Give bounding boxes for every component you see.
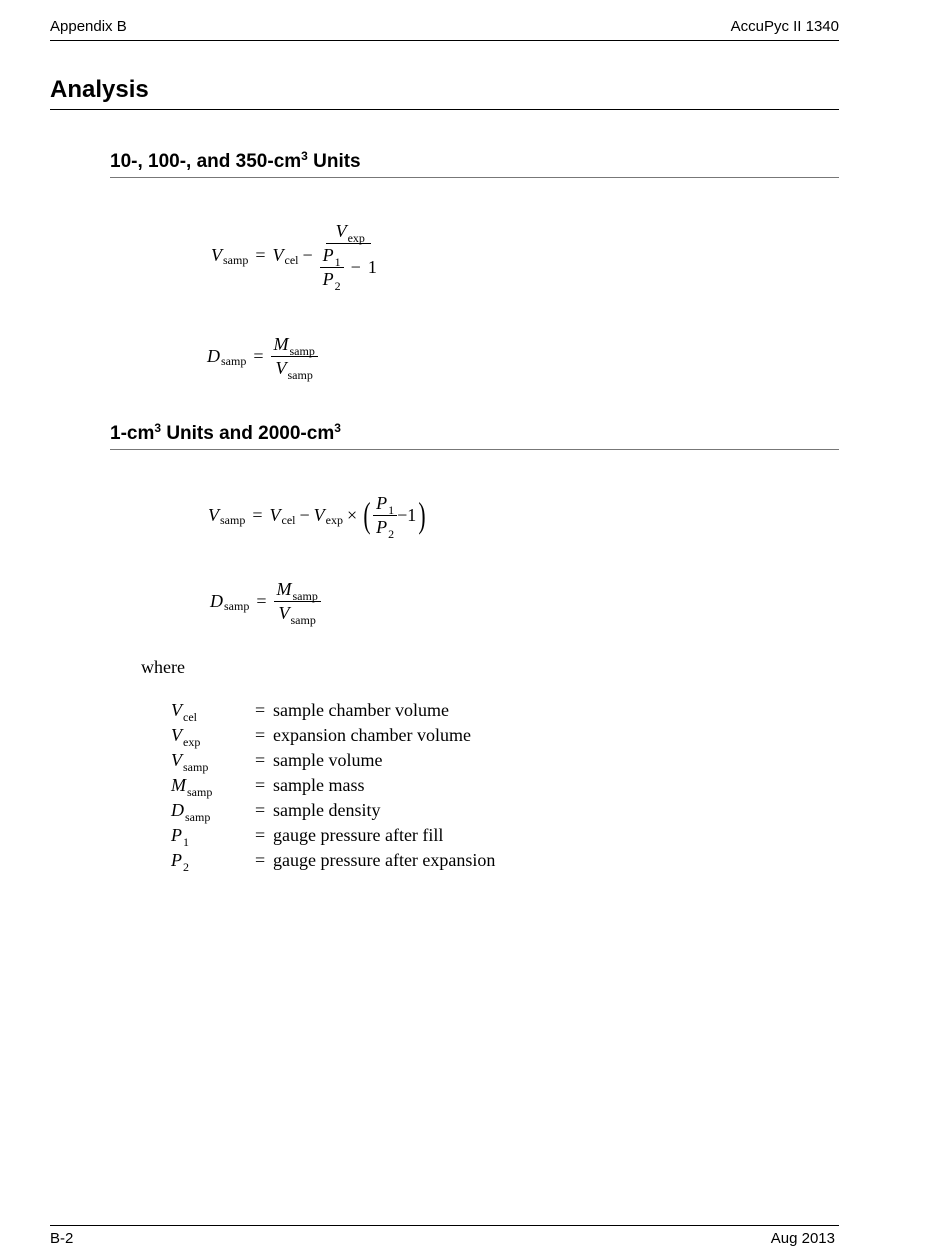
section-heading-mid: Units and 2000-cm: [161, 423, 335, 444]
right-paren: ): [418, 495, 426, 536]
var-d: D: [207, 345, 220, 366]
definition-description: sample chamber volume: [273, 700, 449, 720]
definition-symbol: [171, 825, 255, 849]
definition-equals: =: [255, 725, 266, 745]
section-heading-suffix: Units: [307, 151, 361, 172]
equals-sign: =: [253, 345, 264, 366]
fraction: [373, 493, 397, 541]
fraction-denominator: [373, 516, 397, 541]
var-d: D: [210, 590, 223, 611]
sub-samp: samp: [287, 367, 313, 382]
definition-description: sample mass: [273, 775, 365, 795]
var-v: V: [275, 357, 287, 378]
var-v: V: [335, 221, 347, 241]
fraction-denominator: [276, 602, 319, 627]
sub-1: 1: [388, 503, 395, 517]
definition-row: [171, 700, 495, 725]
fraction-numerator: [373, 494, 397, 516]
times-sign: ×: [346, 504, 358, 525]
definition-equals: =: [255, 825, 266, 845]
header-product-name: AccuPyc II 1340: [730, 18, 839, 35]
var-v: V: [272, 244, 284, 265]
page-title: Analysis: [50, 76, 839, 110]
definition-symbol: [171, 750, 255, 774]
constant-one: 1: [367, 256, 377, 277]
definition-symbol: [171, 850, 255, 874]
page-footer: [50, 1225, 839, 1248]
symbol-letter: V: [171, 700, 182, 720]
inner-fraction: [320, 244, 344, 293]
definition-row: [171, 750, 495, 775]
var-v: V: [278, 602, 290, 623]
definition-symbol: [171, 725, 255, 749]
symbol-subscript: samp: [183, 760, 209, 774]
symbol-subscript: samp: [187, 785, 213, 799]
publication-date: Aug 2013: [770, 1230, 835, 1247]
section-heading-special-units: [110, 423, 839, 450]
definition-description: sample density: [273, 800, 381, 820]
header-section-label: Appendix B: [50, 18, 127, 35]
variable-definitions: [171, 700, 495, 875]
sub-samp: samp: [221, 353, 247, 368]
definition-row: [171, 850, 495, 875]
symbol-letter: P: [171, 850, 182, 870]
definition-equals: =: [255, 800, 266, 820]
sub-samp: samp: [289, 344, 315, 358]
definition-description: gauge pressure after fill: [273, 825, 444, 845]
left-paren: (: [363, 495, 371, 536]
var-p: P: [376, 516, 388, 537]
var-p: P: [322, 244, 334, 265]
fraction-numerator: [274, 580, 321, 602]
var-p: P: [322, 268, 334, 289]
sub-exp: exp: [325, 512, 343, 527]
symbol-letter: P: [171, 825, 182, 845]
definition-row: [171, 825, 495, 850]
volume-equation-standard: [211, 221, 380, 293]
sub-samp: samp: [292, 589, 318, 603]
var-p: P: [376, 493, 388, 513]
fraction-denominator: [273, 357, 316, 382]
page-number: B-2: [50, 1230, 74, 1247]
definition-row: [171, 725, 495, 750]
sub-2: 2: [334, 278, 341, 293]
var-v: V: [211, 244, 222, 265]
sub-1: 1: [334, 254, 341, 269]
var-v: V: [313, 504, 325, 525]
var-m: M: [273, 334, 289, 354]
minus-sign: −: [397, 504, 408, 525]
fraction-numerator: [326, 222, 371, 244]
minus-sign: −: [299, 504, 310, 525]
section-heading-text: 10-, 100-, and 350-cm: [110, 151, 302, 172]
equals-sign: =: [255, 244, 266, 265]
sub-cel: cel: [281, 512, 296, 527]
density-equation-special: [210, 579, 321, 627]
symbol-subscript: cel: [183, 710, 197, 724]
sub-samp: samp: [223, 252, 249, 267]
fraction: [274, 579, 321, 627]
equals-sign: =: [256, 590, 267, 611]
section-heading-standard-units: [110, 151, 839, 178]
sub-samp: samp: [290, 612, 316, 627]
definition-description: expansion chamber volume: [273, 725, 471, 745]
minus-sign: −: [350, 256, 361, 277]
superscript: 3: [154, 421, 162, 435]
superscript: 3: [301, 149, 308, 163]
fraction-denominator: [317, 244, 380, 293]
definition-row: [171, 800, 495, 825]
var-v: V: [208, 504, 219, 525]
symbol-letter: V: [171, 750, 182, 770]
definition-row: [171, 775, 495, 800]
var-v: V: [269, 504, 281, 525]
fraction-denominator: [320, 268, 344, 293]
symbol-subscript: samp: [185, 810, 211, 824]
symbol-subscript: exp: [183, 735, 201, 749]
density-equation-standard: [207, 334, 318, 382]
symbol-subscript: 2: [183, 860, 189, 874]
fraction-numerator: [320, 246, 344, 268]
definition-symbol: [171, 775, 255, 799]
fraction: [317, 221, 380, 293]
superscript: 3: [334, 421, 341, 435]
fraction-numerator: [271, 335, 318, 357]
symbol-letter: V: [171, 725, 182, 745]
symbol-letter: M: [171, 775, 186, 795]
where-label: where: [141, 657, 185, 677]
minus-sign: −: [302, 244, 313, 265]
definition-equals: =: [255, 700, 266, 720]
definition-symbol: [171, 700, 255, 724]
sub-samp: samp: [220, 512, 246, 527]
sub-exp: exp: [347, 231, 365, 245]
definition-description: sample volume: [273, 750, 383, 770]
definition-equals: =: [255, 750, 266, 770]
var-m: M: [276, 579, 292, 599]
symbol-subscript: 1: [183, 835, 189, 849]
sub-cel: cel: [284, 252, 299, 267]
page-header: [50, 18, 839, 41]
definition-equals: =: [255, 850, 266, 870]
fraction: [271, 334, 318, 382]
volume-equation-special: [208, 493, 428, 541]
definition-description: gauge pressure after expansion: [273, 850, 496, 870]
section-heading-text: 1-cm: [110, 423, 155, 444]
definition-symbol: [171, 800, 255, 824]
equals-sign: =: [252, 504, 263, 525]
constant-one: 1: [407, 504, 417, 525]
symbol-letter: D: [171, 800, 184, 820]
sub-2: 2: [388, 526, 395, 541]
sub-samp: samp: [224, 598, 250, 613]
definition-equals: =: [255, 775, 266, 795]
